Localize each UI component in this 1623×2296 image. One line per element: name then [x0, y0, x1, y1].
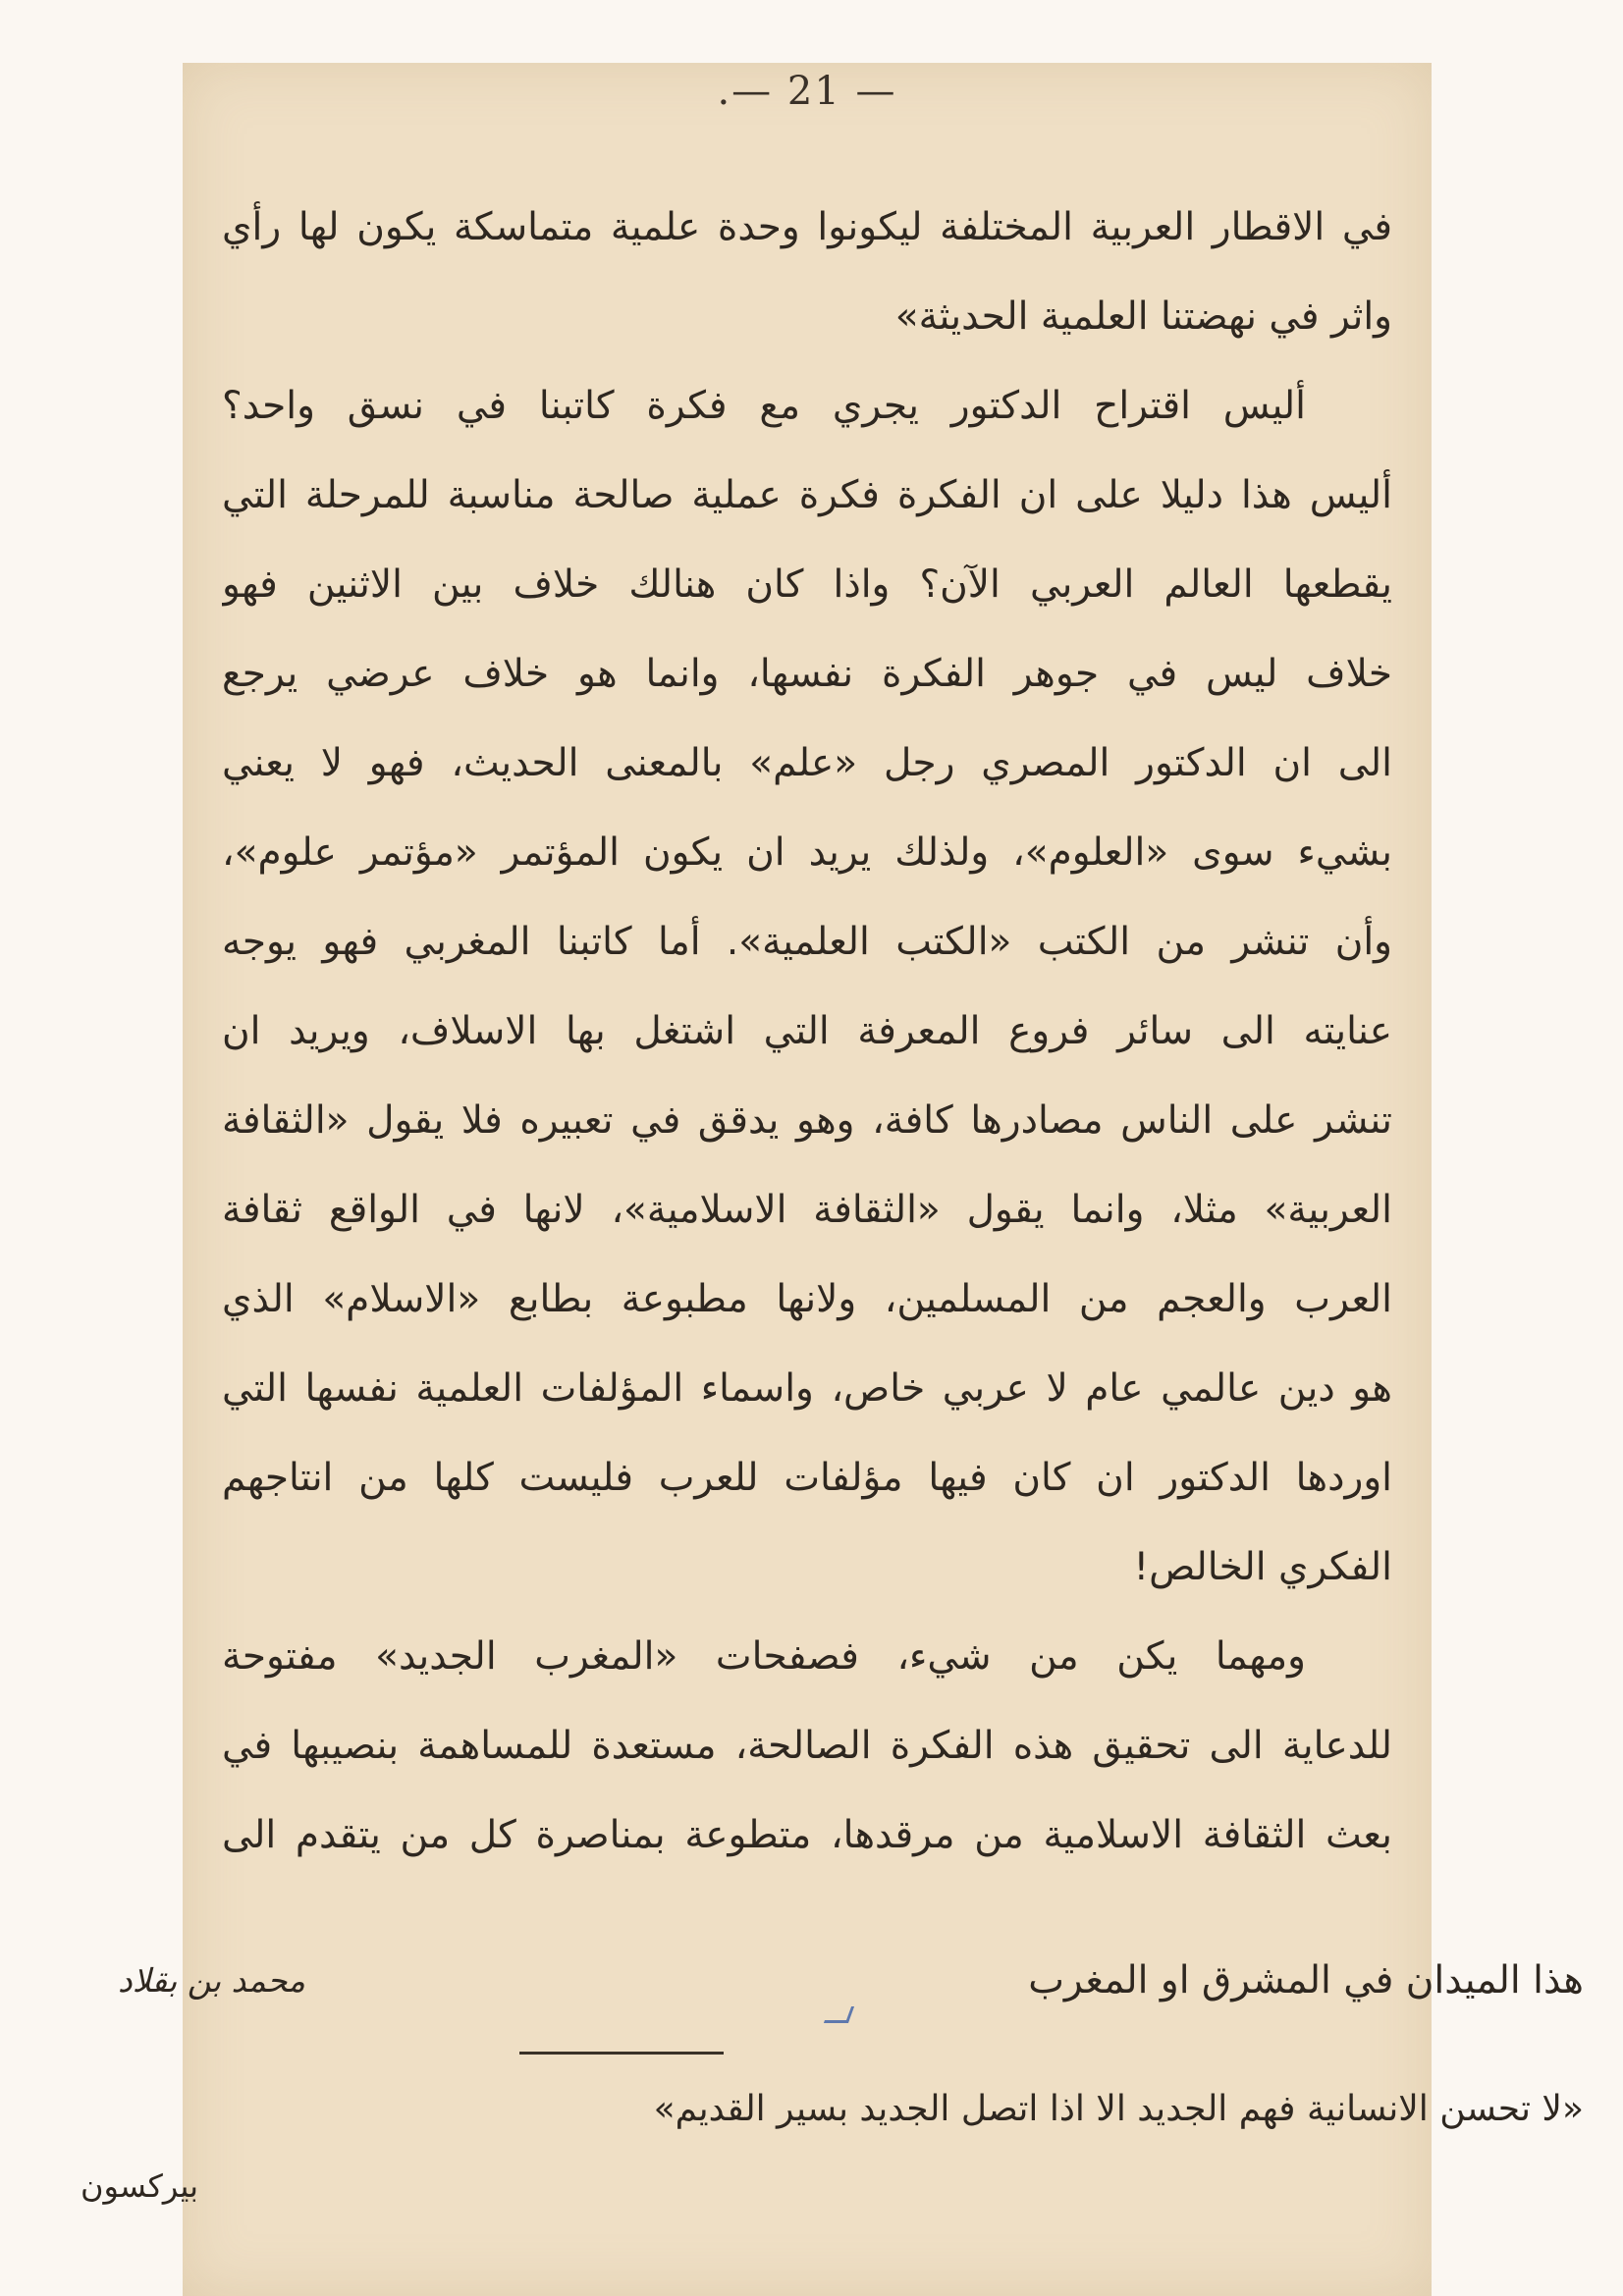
text-line: هو دين عالمي عام لا عربي خاص، واسماء المؤلفات العلمية نفسها التي — [222, 1366, 1392, 1411]
body-text — [222, 183, 1392, 1880]
text-line: اوردها الدكتور ان كان فيها مؤلفات للعرب فليست كلها من انتاجهم — [222, 1456, 1392, 1500]
text-line: يقطعها العالم العربي الآن؟ واذا كان هنالك خلاف بين الاثنين فهو — [222, 562, 1392, 607]
epigraph-author: بيركسون — [81, 2167, 199, 2205]
closing-row — [39, 1936, 1584, 2025]
text-line: الفكري الخالص! — [1133, 1545, 1392, 1589]
text-line: ومهما يكن من شيء، فصفحات «المغرب الجديد» مفتوحة — [222, 1634, 1306, 1679]
text-line: عنايته الى سائر فروع المعرفة التي اشتغل بها الاسلاف، ويريد ان — [222, 1009, 1392, 1053]
text-line: وأن تنشر من الكتب «الكتب العلمية». أما كاتبنا المغربي فهو يوجه — [222, 920, 1392, 964]
page-number: .— 21 — — [717, 69, 897, 114]
text-line: أليس اقتراح الدكتور يجري مع فكرة كاتبنا في نسق واحد؟ — [222, 384, 1306, 428]
closing-line: هذا الميدان في المشرق او المغرب — [1028, 1958, 1584, 2002]
text-line: في الاقطار العربية المختلفة ليكونوا وحدة علمية متماسكة يكون لها رأي — [222, 205, 1392, 249]
text-line: العربية» مثلا، وانما يقول «الثقافة الاسلامية»، لانها في الواقع ثقافة — [222, 1188, 1392, 1232]
text-line: أليس هذا دليلا على ان الفكرة فكرة عملية صالحة مناسبة للمرحلة التي — [222, 473, 1392, 517]
epigraph-quote: «لا تحسن الانسانية فهم الجديد الا اذا اتصل الجديد بسير القديم» — [653, 2089, 1584, 2129]
text-line: خلاف ليس في جوهر الفكرة نفسها، وانما هو خلاف عرضي يرجع — [222, 652, 1392, 696]
separator-rule — [519, 2052, 724, 2055]
text-line: واثر في نهضتنا العلمية الحديثة» — [894, 294, 1392, 339]
text-line: للدعاية الى تحقيق هذه الفكرة الصالحة، مستعدة للمساهمة بنصيبها في — [222, 1724, 1392, 1768]
text-line: الى ان الدكتور المصري رجل «علم» بالمعنى الحديث، فهو لا يعني — [222, 741, 1392, 785]
author-signature: محمد بن بقلاد — [118, 1961, 305, 2000]
text-line: بشيء سوى «العلوم»، ولذلك يريد ان يكون المؤتمر «مؤتمر علوم»، — [222, 830, 1392, 875]
text-line: العرب والعجم من المسلمين، ولانها مطبوعة بطابع «الاسلام» الذي — [222, 1277, 1392, 1321]
text-line: تنشر على الناس مصادرها كافة، وهو يدقق في تعبيره فلا يقول «الثقافة — [222, 1098, 1392, 1143]
text-line: بعث الثقافة الاسلامية من مرقدها، متطوعة بمناصرة كل من يتقدم الى — [222, 1813, 1392, 1857]
